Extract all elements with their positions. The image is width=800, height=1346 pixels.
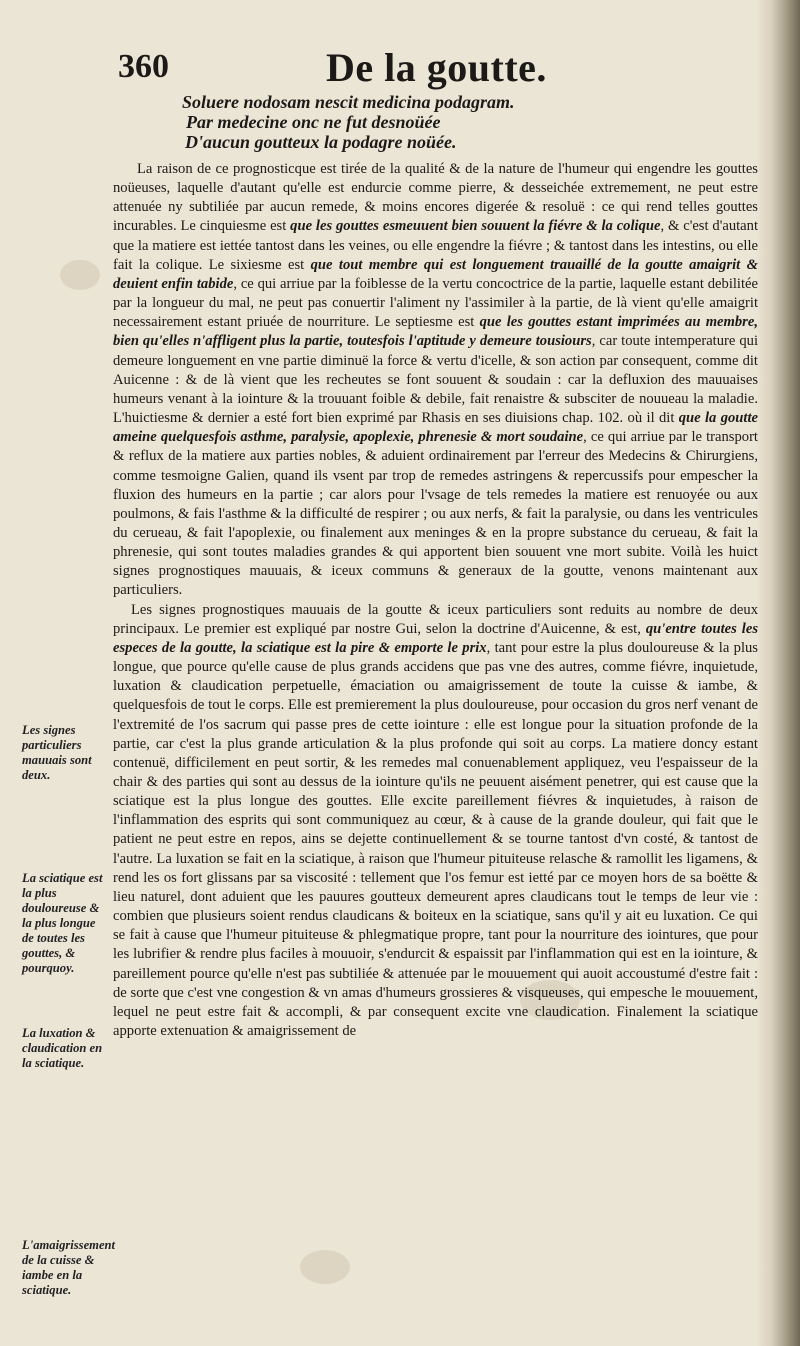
epigraph-line-latin: Soluere nodosam nescit medicina podagram. [182,92,515,112]
paragraph-prognostics-general [113,160,758,601]
paper-stain [300,1250,350,1284]
text-run: La raison de ce prognosticque est tirée de la qualité & de la nature de l'humeur qui engendre les gouttes noüeuses, laquelle d'autant qu'elle est endurcie comme pierre, & desseichée extremement, ne peut estre attenuée ny subtiliée par aucun remede, & moins encores digerée & resoluë : ce qui rend telles gouttes incurables. Le cinquiesme est [113,161,758,235]
margin-note: La luxation & claudication en la sciatique. [22,1026,103,1070]
epigraph-line-french-1: Par medecine onc ne fut desnoüée [186,112,441,132]
margin-note: L'amaigrissement de la cuisse & iambe en la sciatique. [22,1238,116,1297]
emphasis-run: que tout membre qui est longuement trauaillé de la goutte amaigrit & deuient enfin tabide [113,256,758,292]
text-run: , ce qui arriue par la foiblesse de la vertu concoctrice de la partie, laquelle estant debilitée par la longueur du mal, ne peut pas conuertir l'aliment ny l'assimiler à la partie, de là vient qu'elle amaigrit necessairement estant priuée de nourriture. Le septiesme est [113,275,758,331]
text-run: Les signes prognostiques mauuais de la goutte & iceux particuliers sont reduits au nombre de deux principaux. Le premier est expliqué par nostre Gui, selon la doctrine d'Auicenne, & est, [113,601,758,637]
margin-note: Les signes particuliers mauuais sont deux. [22,723,92,782]
main-text [113,160,758,1041]
epigraph [182,92,602,152]
paper-stain [60,260,100,290]
emphasis-run: que les gouttes esmeuuent bien souuent la fiévre & la colique [290,218,661,235]
page-number: 360 [118,48,169,85]
emphasis-run: que la goutte ameine quelquesfois asthme, paralysie, apoplexie, phrenesie & mort soudaine [113,410,758,446]
text-run: , & c'est d'autant que la matiere est iettée tantost dans les veines, ou elle engendre la fiévre ; & tantost dans les intestins, ou elle fait la colique. Le sixiesme est [113,218,758,273]
margin-note: La sciatique est la plus douloureuse & la plus longue de toutes les gouttes, & pourquoy. [22,871,103,975]
emphasis-run: qu'entre toutes les especes de la goutte, la sciatique est la pire & emporte le prix [113,620,759,656]
page-gutter-shadow [756,0,800,1346]
text-run: , tant pour estre la plus douloureuse & la plus longue, que pource qu'elle cause de plus grands accidens que pas vne des autres, comme fiévre, inquietude, luxation & claudication perpetuelle, émaciation ou amaigrissement de toute la cuisse & iambe, & quelquesfois de tout le corps. Elle est premierement la plus douloureuse, pour occasion du gros nerf venant de l'extremité de l'os sacrum qui passe pres de cette iointure : elle est longue pour la situation profonde de la partie, car c'est la plus grande articulation & la plus profonde qui soit au corps. La matiere doncy estant contenuë, difficilement en peut sortir, & les remedes mal conuenablement appliquez, veu l'espaisseur de la chair & des parties qui sont au dessus de la iointure qu'ils ne peuuent aisément penetrer, qui est cause que la sciatique est la plus longue des gouttes. Elle excite pareillement fiévres & inquietudes, à raison de l'inflammation des esprits qui sont communiquez au cœur, & à cause de la grande douleur, qui fait que le patient ne peut estre en repos, ains se dejette continuellement & se tourne tantost d'vn costé, & tantost de l'autre. La luxation se fait en la sciatique, à raison que l'humeur pituiteuse relasche & ramollit les ligamens, & rend les os fort glissans par sa viscosité : tellement que l'os femur est ietté par ce moyen hors de sa boëtte & lieu naturel, dont aduient que les pauures goutteux demeurent apres claudicans tout le temps de leur vie : combien que plusieurs soient rendus claudicans & boiteux en la sciatique, sans qu'il y ait eu luxation. Ce qui se fait à cause que l'humeur pituiteuse & phlegmatique propre, tant pour la nourriture des iointures, que pour les lubrifier & rendre plus faciles à mouuoir, s'endurcit & espaissit par l'inflammation qui est en la iointure, & pareillement pource qu'elle n'est pas subtiliée & attenuée par le mouuement qui auoit accoustumé d'estre fait : de sorte que c'est vne congestion & vn amas d'humeurs grossieres & visqueuses, qui empesche le mouuement, lequel ne peut estre fait & accompli, & par consequent excite vne claudication. Finalement la sciatique apporte extenuation & amaigrissement de [113,639,758,1040]
epigraph-line-french-2: D'aucun goutteux la podagre noüée. [185,132,457,152]
running-head: De la goutte. [326,45,547,90]
text-run: , ce qui arriue par le transport & reflux de la matiere aux parties nobles, & aduient ordinairement par l'erreur des Medecins & Chirurgiens, comme tesmoigne Galien, quand ils vsent par trop de remedes astringens & repercussifs pour empescher la fluxion des humeurs en la partie ; car alors pour l'vsage de tels remedes la matiere est renuoyée ou aux poulmons, & fais l'asthme & la difficulté de respirer ; ou aux nerfs, & fait la paralysie, ou dans les ventricules du cerueau, & fait l'apoplexie, ou finalement aux meninges & en la propre substance du cerueau, & fait la phrenesie, qui sont toutes maladies grandes & qui apportent bien souuent vne mort subite. Voilà les huict signes prognostiques mauuais, & iceux communs & generaux de la goutte, venons maintenant aux particuliers. [113,429,758,599]
emphasis-run: que les gouttes estant imprimées au membre, bien qu'elles n'affligent plus la partie, toutesfois l'aptitude y demeure tousiours [113,314,758,350]
text-run: , car toute intemperature qui demeure longuement en vne partie diminuë la force & vertu d'icelle, & son action par consequent, comme dit Auicenne : & de là vient que les recheutes se font souuent & soudain : car la defluxion des mauuaises humeurs venant à la iointure & la trouuant foible & debile, fait renaistre & subsciter de nouueau la maladie. L'huictiesme & dernier a esté fort bien exprimé par Rhasis en ses diuisions chap. 102. où il dit [113,333,759,427]
paragraph-prognostics-particular [113,601,758,1042]
